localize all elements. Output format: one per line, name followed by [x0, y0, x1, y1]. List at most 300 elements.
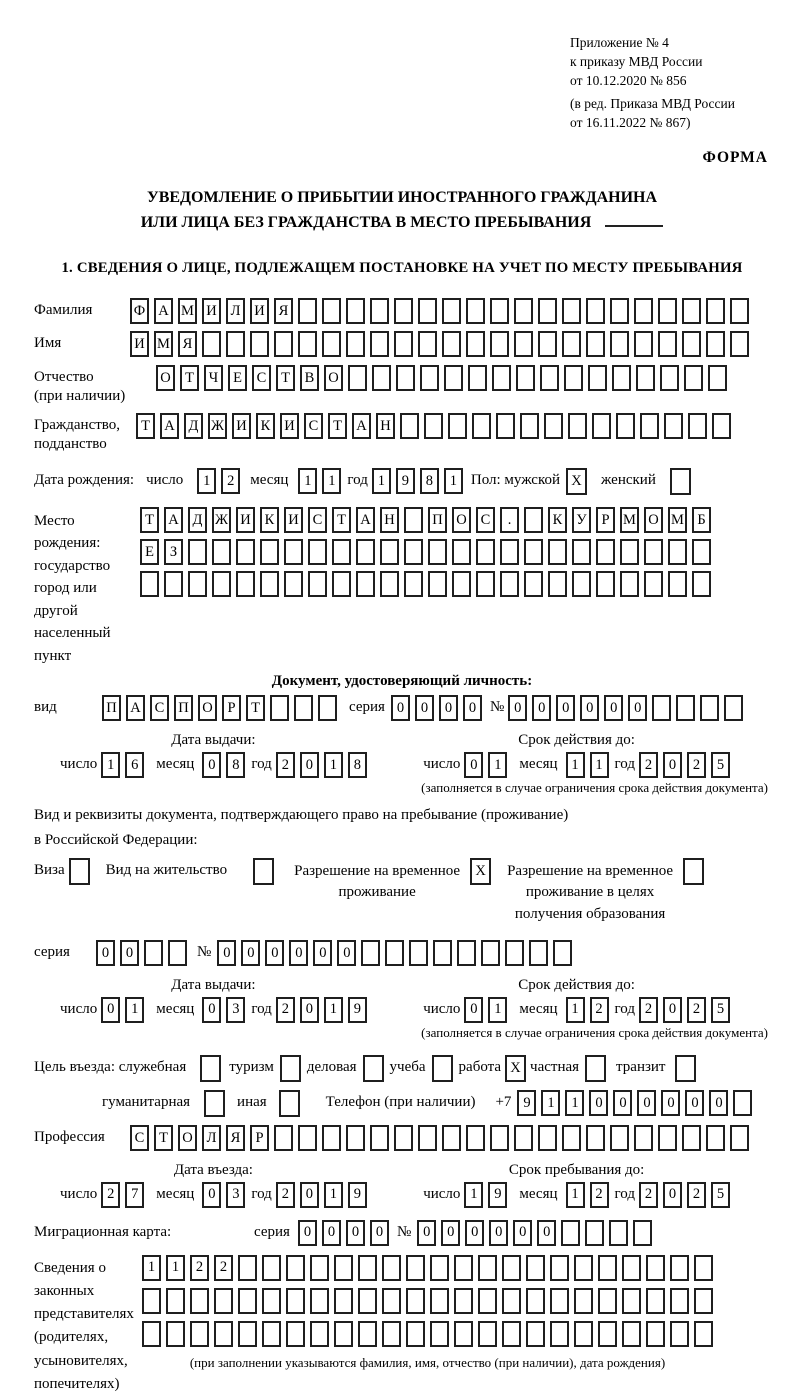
form-cell[interactable]: С	[150, 695, 169, 721]
form-cell[interactable]	[361, 940, 380, 966]
form-cell[interactable]: Т	[332, 507, 351, 533]
form-cell[interactable]: З	[164, 539, 183, 565]
form-cell[interactable]	[318, 695, 337, 721]
form-cell[interactable]	[529, 940, 548, 966]
form-cell[interactable]	[520, 413, 539, 439]
form-cell[interactable]	[550, 1255, 569, 1281]
form-cell[interactable]: 0	[415, 695, 434, 721]
form-cell[interactable]: Р	[250, 1125, 269, 1151]
form-cell[interactable]	[562, 331, 581, 357]
form-cell[interactable]: 0	[628, 695, 647, 721]
form-cell[interactable]	[260, 539, 279, 565]
form-cell[interactable]	[382, 1288, 401, 1314]
form-cell[interactable]: 0	[300, 997, 319, 1023]
form-cell[interactable]	[561, 1220, 580, 1246]
form-cell[interactable]: С	[308, 507, 327, 533]
form-cell[interactable]	[586, 298, 605, 324]
form-cell[interactable]: 1	[590, 752, 609, 778]
form-cell[interactable]	[164, 571, 183, 597]
form-cell[interactable]: 0	[313, 940, 332, 966]
form-cell[interactable]	[646, 1255, 665, 1281]
form-cell[interactable]	[238, 1255, 257, 1281]
form-cell[interactable]	[526, 1321, 545, 1347]
form-cell[interactable]: 0	[580, 695, 599, 721]
form-cell[interactable]	[574, 1288, 593, 1314]
form-cell[interactable]	[524, 571, 543, 597]
form-cell[interactable]: 1	[101, 752, 120, 778]
form-cell[interactable]: 0	[637, 1090, 656, 1116]
form-cell[interactable]: Л	[226, 298, 245, 324]
form-cell[interactable]	[430, 1255, 449, 1281]
form-cell[interactable]	[238, 1288, 257, 1314]
form-cell[interactable]	[404, 571, 423, 597]
form-cell[interactable]	[516, 365, 535, 391]
form-cell[interactable]: 0	[202, 1182, 221, 1208]
form-cell[interactable]: А	[352, 413, 371, 439]
form-cell[interactable]	[490, 298, 509, 324]
purpose-official-checkbox[interactable]	[200, 1055, 221, 1082]
form-cell[interactable]: .	[500, 507, 519, 533]
form-cell[interactable]: 0	[101, 997, 120, 1023]
form-cell[interactable]	[609, 1220, 628, 1246]
form-cell[interactable]	[310, 1288, 329, 1314]
form-cell[interactable]: С	[130, 1125, 149, 1151]
form-cell[interactable]	[212, 539, 231, 565]
form-cell[interactable]	[544, 413, 563, 439]
purpose-study-checkbox[interactable]	[432, 1055, 453, 1082]
form-cell[interactable]: 0	[556, 695, 575, 721]
form-cell[interactable]	[616, 413, 635, 439]
form-cell[interactable]	[668, 571, 687, 597]
form-cell[interactable]	[636, 365, 655, 391]
form-cell[interactable]: Т	[136, 413, 155, 439]
form-cell[interactable]	[476, 571, 495, 597]
form-cell[interactable]	[250, 331, 269, 357]
form-cell[interactable]	[585, 1220, 604, 1246]
form-cell[interactable]	[538, 298, 557, 324]
form-cell[interactable]	[658, 331, 677, 357]
form-cell[interactable]	[574, 1255, 593, 1281]
form-cell[interactable]	[586, 331, 605, 357]
form-cell[interactable]	[500, 571, 519, 597]
form-cell[interactable]	[404, 507, 423, 533]
form-cell[interactable]	[190, 1288, 209, 1314]
form-cell[interactable]	[142, 1321, 161, 1347]
form-cell[interactable]	[322, 1125, 341, 1151]
form-cell[interactable]: 0	[663, 997, 682, 1023]
form-cell[interactable]: М	[668, 507, 687, 533]
form-cell[interactable]	[658, 298, 677, 324]
form-cell[interactable]	[524, 507, 543, 533]
sex-female-checkbox[interactable]	[670, 468, 691, 495]
residence-permit-checkbox[interactable]	[253, 858, 274, 885]
form-cell[interactable]: 2	[687, 1182, 706, 1208]
form-cell[interactable]: 2	[639, 1182, 658, 1208]
form-cell[interactable]	[564, 365, 583, 391]
form-cell[interactable]: 8	[348, 752, 367, 778]
form-cell[interactable]	[478, 1255, 497, 1281]
form-cell[interactable]	[502, 1255, 521, 1281]
form-cell[interactable]	[346, 331, 365, 357]
form-cell[interactable]	[620, 571, 639, 597]
form-cell[interactable]	[610, 1125, 629, 1151]
form-cell[interactable]: 9	[517, 1090, 536, 1116]
form-cell[interactable]: 1	[324, 997, 343, 1023]
form-cell[interactable]	[409, 940, 428, 966]
form-cell[interactable]: 1	[565, 1090, 584, 1116]
form-cell[interactable]: М	[178, 298, 197, 324]
form-cell[interactable]: 0	[513, 1220, 532, 1246]
form-cell[interactable]	[622, 1255, 641, 1281]
form-cell[interactable]: 1	[541, 1090, 560, 1116]
form-cell[interactable]	[574, 1321, 593, 1347]
form-cell[interactable]: 2	[214, 1255, 233, 1281]
form-cell[interactable]	[490, 1125, 509, 1151]
form-cell[interactable]	[406, 1288, 425, 1314]
form-cell[interactable]	[538, 1125, 557, 1151]
form-cell[interactable]: 0	[589, 1090, 608, 1116]
form-cell[interactable]: П	[174, 695, 193, 721]
form-cell[interactable]	[260, 571, 279, 597]
form-cell[interactable]: О	[452, 507, 471, 533]
form-cell[interactable]	[646, 1288, 665, 1314]
form-cell[interactable]	[688, 413, 707, 439]
form-cell[interactable]: И	[202, 298, 221, 324]
form-cell[interactable]: 1	[488, 752, 507, 778]
form-cell[interactable]: С	[476, 507, 495, 533]
form-cell[interactable]: 0	[217, 940, 236, 966]
form-cell[interactable]: 1	[372, 468, 391, 494]
form-cell[interactable]	[310, 1255, 329, 1281]
form-cell[interactable]: М	[154, 331, 173, 357]
form-cell[interactable]	[298, 1125, 317, 1151]
form-cell[interactable]	[334, 1321, 353, 1347]
visa-checkbox[interactable]	[69, 858, 90, 885]
form-cell[interactable]	[358, 1321, 377, 1347]
purpose-private-checkbox[interactable]	[585, 1055, 606, 1082]
form-cell[interactable]: О	[324, 365, 343, 391]
form-cell[interactable]	[502, 1288, 521, 1314]
form-cell[interactable]	[382, 1255, 401, 1281]
form-cell[interactable]	[692, 539, 711, 565]
form-cell[interactable]	[308, 539, 327, 565]
form-cell[interactable]	[358, 1255, 377, 1281]
form-cell[interactable]: 1	[488, 997, 507, 1023]
form-cell[interactable]	[274, 331, 293, 357]
form-cell[interactable]	[457, 940, 476, 966]
form-cell[interactable]: 8	[420, 468, 439, 494]
form-cell[interactable]	[334, 1255, 353, 1281]
form-cell[interactable]	[284, 539, 303, 565]
form-cell[interactable]: У	[572, 507, 591, 533]
form-cell[interactable]	[548, 539, 567, 565]
form-cell[interactable]	[356, 539, 375, 565]
form-cell[interactable]: 1	[444, 468, 463, 494]
form-cell[interactable]	[502, 1321, 521, 1347]
form-cell[interactable]: 1	[566, 752, 585, 778]
form-cell[interactable]: 3	[226, 1182, 245, 1208]
form-cell[interactable]	[396, 365, 415, 391]
form-cell[interactable]: 8	[226, 752, 245, 778]
form-cell[interactable]	[308, 571, 327, 597]
form-cell[interactable]	[322, 331, 341, 357]
form-cell[interactable]	[424, 413, 443, 439]
form-cell[interactable]: 0	[391, 695, 410, 721]
form-cell[interactable]: 0	[96, 940, 115, 966]
form-cell[interactable]	[358, 1288, 377, 1314]
form-cell[interactable]	[332, 571, 351, 597]
form-cell[interactable]: Б	[692, 507, 711, 533]
form-cell[interactable]	[550, 1288, 569, 1314]
form-cell[interactable]	[238, 1321, 257, 1347]
form-cell[interactable]: И	[130, 331, 149, 357]
form-cell[interactable]	[454, 1255, 473, 1281]
form-cell[interactable]	[466, 331, 485, 357]
form-cell[interactable]: 0	[202, 997, 221, 1023]
form-cell[interactable]: 0	[346, 1220, 365, 1246]
form-cell[interactable]: 1	[566, 997, 585, 1023]
form-cell[interactable]	[670, 1255, 689, 1281]
form-cell[interactable]: Т	[180, 365, 199, 391]
form-cell[interactable]	[620, 539, 639, 565]
form-cell[interactable]: 1	[197, 468, 216, 494]
form-cell[interactable]	[694, 1255, 713, 1281]
form-cell[interactable]: Р	[222, 695, 241, 721]
form-cell[interactable]: Я	[226, 1125, 245, 1151]
form-cell[interactable]	[682, 298, 701, 324]
form-cell[interactable]	[166, 1321, 185, 1347]
form-cell[interactable]	[442, 331, 461, 357]
form-cell[interactable]	[418, 298, 437, 324]
form-cell[interactable]	[298, 331, 317, 357]
form-cell[interactable]	[682, 1125, 701, 1151]
form-cell[interactable]: 0	[120, 940, 139, 966]
form-cell[interactable]: 5	[711, 1182, 730, 1208]
form-cell[interactable]: 0	[322, 1220, 341, 1246]
form-cell[interactable]	[692, 571, 711, 597]
form-cell[interactable]	[226, 331, 245, 357]
form-cell[interactable]: 0	[370, 1220, 389, 1246]
form-cell[interactable]: П	[428, 507, 447, 533]
form-cell[interactable]	[270, 695, 289, 721]
form-cell[interactable]	[404, 539, 423, 565]
form-cell[interactable]	[188, 571, 207, 597]
form-cell[interactable]	[202, 331, 221, 357]
form-cell[interactable]	[644, 539, 663, 565]
form-cell[interactable]: 2	[590, 1182, 609, 1208]
form-cell[interactable]	[572, 571, 591, 597]
form-cell[interactable]	[640, 413, 659, 439]
form-cell[interactable]: С	[304, 413, 323, 439]
form-cell[interactable]: 2	[101, 1182, 120, 1208]
form-cell[interactable]: 0	[289, 940, 308, 966]
form-cell[interactable]: Т	[140, 507, 159, 533]
form-cell[interactable]	[380, 571, 399, 597]
form-cell[interactable]	[372, 365, 391, 391]
form-cell[interactable]	[598, 1321, 617, 1347]
sex-male-checkbox[interactable]: X	[566, 468, 587, 495]
form-cell[interactable]	[444, 365, 463, 391]
form-cell[interactable]	[334, 1288, 353, 1314]
form-cell[interactable]: 1	[298, 468, 317, 494]
form-cell[interactable]	[612, 365, 631, 391]
purpose-transit-checkbox[interactable]	[675, 1055, 696, 1082]
purpose-humanitarian-checkbox[interactable]	[204, 1090, 225, 1117]
form-cell[interactable]	[406, 1321, 425, 1347]
form-cell[interactable]	[684, 365, 703, 391]
form-cell[interactable]	[466, 1125, 485, 1151]
form-cell[interactable]	[420, 365, 439, 391]
form-cell[interactable]: 0	[465, 1220, 484, 1246]
form-cell[interactable]	[430, 1321, 449, 1347]
form-cell[interactable]: А	[154, 298, 173, 324]
form-cell[interactable]	[356, 571, 375, 597]
form-cell[interactable]	[476, 539, 495, 565]
form-cell[interactable]: 0	[439, 695, 458, 721]
form-cell[interactable]	[490, 331, 509, 357]
form-cell[interactable]	[550, 1321, 569, 1347]
purpose-tourism-checkbox[interactable]	[280, 1055, 301, 1082]
form-cell[interactable]	[592, 413, 611, 439]
form-cell[interactable]	[385, 940, 404, 966]
form-cell[interactable]: 0	[663, 1182, 682, 1208]
form-cell[interactable]	[514, 1125, 533, 1151]
form-cell[interactable]	[562, 1125, 581, 1151]
form-cell[interactable]: О	[198, 695, 217, 721]
form-cell[interactable]	[472, 413, 491, 439]
form-cell[interactable]: Е	[228, 365, 247, 391]
form-cell[interactable]: 2	[221, 468, 240, 494]
form-cell[interactable]	[418, 1125, 437, 1151]
form-cell[interactable]	[236, 539, 255, 565]
form-cell[interactable]: Д	[184, 413, 203, 439]
form-cell[interactable]: И	[250, 298, 269, 324]
form-cell[interactable]: А	[164, 507, 183, 533]
form-cell[interactable]	[712, 413, 731, 439]
form-cell[interactable]	[168, 940, 187, 966]
form-cell[interactable]	[370, 331, 389, 357]
form-cell[interactable]	[622, 1321, 641, 1347]
form-cell[interactable]: Ж	[212, 507, 231, 533]
form-cell[interactable]	[646, 1321, 665, 1347]
purpose-other-checkbox[interactable]	[279, 1090, 300, 1117]
form-cell[interactable]: А	[160, 413, 179, 439]
form-cell[interactable]	[668, 539, 687, 565]
form-cell[interactable]	[588, 365, 607, 391]
form-cell[interactable]	[418, 331, 437, 357]
form-cell[interactable]: 2	[276, 997, 295, 1023]
form-cell[interactable]	[140, 571, 159, 597]
form-cell[interactable]: П	[102, 695, 121, 721]
form-cell[interactable]	[730, 1125, 749, 1151]
form-cell[interactable]	[634, 1125, 653, 1151]
form-cell[interactable]	[188, 539, 207, 565]
form-cell[interactable]	[658, 1125, 677, 1151]
form-cell[interactable]: В	[300, 365, 319, 391]
form-cell[interactable]	[540, 365, 559, 391]
form-cell[interactable]	[144, 940, 163, 966]
form-cell[interactable]	[598, 1288, 617, 1314]
form-cell[interactable]: 0	[709, 1090, 728, 1116]
form-cell[interactable]	[346, 1125, 365, 1151]
form-cell[interactable]	[670, 1288, 689, 1314]
form-cell[interactable]: 9	[348, 997, 367, 1023]
form-cell[interactable]: О	[156, 365, 175, 391]
form-cell[interactable]: Л	[202, 1125, 221, 1151]
form-cell[interactable]	[724, 695, 743, 721]
form-cell[interactable]: 2	[687, 997, 706, 1023]
form-cell[interactable]: 2	[590, 997, 609, 1023]
form-cell[interactable]: 1	[125, 997, 144, 1023]
form-cell[interactable]	[730, 298, 749, 324]
form-cell[interactable]: Т	[154, 1125, 173, 1151]
form-cell[interactable]: 1	[324, 1182, 343, 1208]
form-cell[interactable]	[526, 1288, 545, 1314]
form-cell[interactable]	[214, 1321, 233, 1347]
form-cell[interactable]: А	[356, 507, 375, 533]
form-cell[interactable]: 0	[464, 997, 483, 1023]
form-cell[interactable]: 0	[613, 1090, 632, 1116]
form-cell[interactable]: М	[620, 507, 639, 533]
form-cell[interactable]: Н	[376, 413, 395, 439]
form-cell[interactable]: 0	[202, 752, 221, 778]
form-cell[interactable]: 9	[348, 1182, 367, 1208]
form-cell[interactable]	[310, 1321, 329, 1347]
form-cell[interactable]: 0	[463, 695, 482, 721]
form-cell[interactable]	[572, 539, 591, 565]
form-cell[interactable]	[322, 298, 341, 324]
form-cell[interactable]	[634, 331, 653, 357]
form-cell[interactable]	[548, 571, 567, 597]
form-cell[interactable]: 0	[241, 940, 260, 966]
form-cell[interactable]	[526, 1255, 545, 1281]
form-cell[interactable]: Я	[274, 298, 293, 324]
form-cell[interactable]	[706, 298, 725, 324]
form-cell[interactable]	[733, 1090, 752, 1116]
form-cell[interactable]	[380, 539, 399, 565]
form-cell[interactable]	[400, 413, 419, 439]
form-cell[interactable]	[166, 1288, 185, 1314]
form-cell[interactable]	[468, 365, 487, 391]
form-cell[interactable]	[214, 1288, 233, 1314]
form-cell[interactable]	[586, 1125, 605, 1151]
form-cell[interactable]	[706, 1125, 725, 1151]
form-cell[interactable]: 3	[226, 997, 245, 1023]
form-cell[interactable]: О	[644, 507, 663, 533]
form-cell[interactable]	[454, 1288, 473, 1314]
form-cell[interactable]	[466, 298, 485, 324]
form-cell[interactable]	[492, 365, 511, 391]
form-cell[interactable]	[505, 940, 524, 966]
form-cell[interactable]: 0	[661, 1090, 680, 1116]
form-cell[interactable]	[452, 571, 471, 597]
form-cell[interactable]: И	[236, 507, 255, 533]
form-cell[interactable]	[332, 539, 351, 565]
form-cell[interactable]	[142, 1288, 161, 1314]
form-cell[interactable]	[664, 413, 683, 439]
form-cell[interactable]: И	[284, 507, 303, 533]
form-cell[interactable]	[370, 298, 389, 324]
form-cell[interactable]	[708, 365, 727, 391]
form-cell[interactable]	[481, 940, 500, 966]
form-cell[interactable]	[652, 695, 671, 721]
form-cell[interactable]	[514, 298, 533, 324]
form-cell[interactable]	[298, 298, 317, 324]
form-cell[interactable]: 5	[711, 752, 730, 778]
form-cell[interactable]: 0	[685, 1090, 704, 1116]
form-cell[interactable]: 2	[276, 1182, 295, 1208]
form-cell[interactable]	[274, 1125, 293, 1151]
